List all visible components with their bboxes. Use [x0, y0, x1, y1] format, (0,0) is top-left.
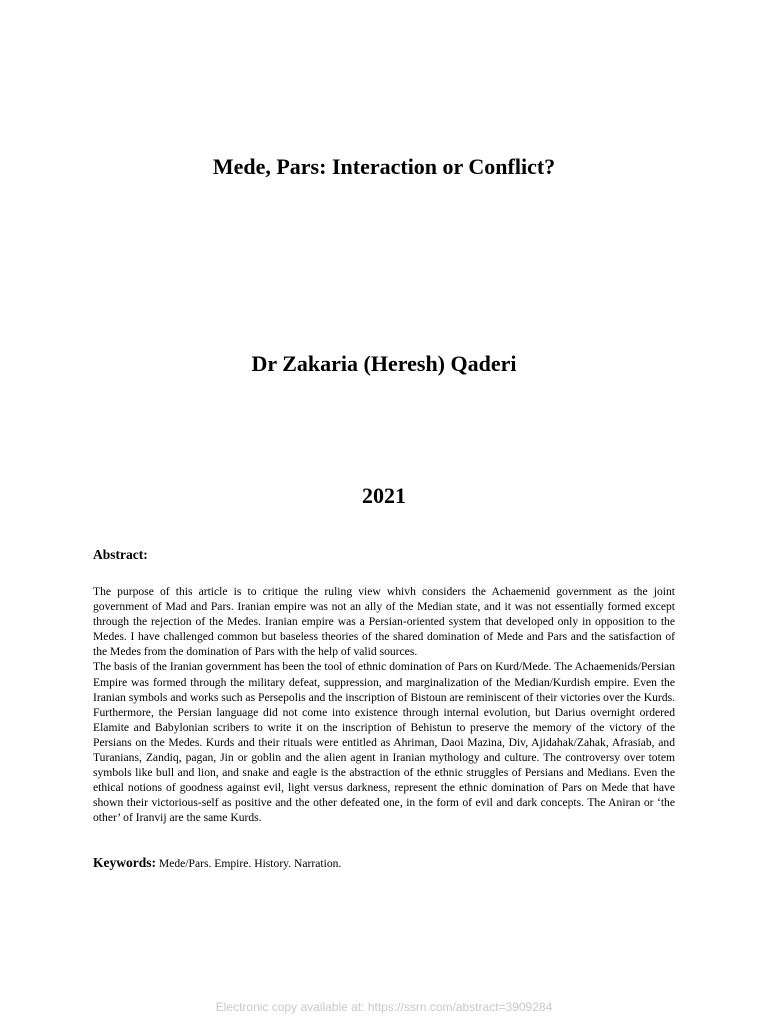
keywords-label: Keywords:: [93, 855, 156, 870]
keywords-text: Mede/Pars. Empire. History. Narration.: [156, 857, 342, 870]
paper-title: Mede, Pars: Interaction or Conflict?: [212, 154, 556, 179]
abstract-paragraph-2: The basis of the Iranian government has been the tool of ethnic domination of Pars on Kurd/Mede. The Achaemenids/Persian Empire was formed through the military defeat, suppression, and marginalization of the Median/Kurdish empire. Even the Iranian symbols and works such as Persepolis and the inscription of Bistoun are reminiscent of their victories over the Kurds. Furthermore, the Persian language did not come into existence through internal evolution, but Darius overnight ordered Elamite and Babylonian scribers to write it on the inscription of Behistun to preserve the memory of the victory of the Persians on the Medes. Kurds and their rituals were entitled as Ahriman, Daoi Mazina, Div, Ajidahak/Zahak, Afrasiab, and Turanians, Zandiq, pagan, Jin or goblin and the alien agent in Iranian mythology and culture. The controversy over totem symbols like bull and lion, and snake and eagle is the abstraction of the ethnic struggles of Persians and Medians. Even the ethical notions of goodness against evil, light versus darkness, represent the ethnic domination of Pars on Mede that have shown their victorious-self as positive and the other defeated one, in the form of evil and dark concepts. The Aniran or ‘the other’ of Iranvij are the same Kurds.: [93, 660, 675, 825]
publication-year: 2021: [362, 483, 406, 508]
abstract-heading: Abstract:: [93, 547, 148, 562]
abstract-paragraph-1: The purpose of this article is to critique the ruling view whivh considers the Achaemenid government as the joint government of Mad and Pars. Iranian empire was not an ally of the Median state, and it was not essentially formed except through the rejection of the Medes. Iranian empire was a Persian-oriented system that developed only in opposition to the Medes. I have challenged common but baseless theories of the shared domination of Mede and Pars and the satisfaction of the Medes from the domination of Pars with the help of valid sources.: [93, 585, 675, 659]
author-name: Dr Zakaria (Heresh) Qaderi: [251, 351, 517, 376]
abstract-body: [93, 584, 675, 826]
ssrn-footer-link[interactable]: Electronic copy available at: https://ssrn.com/abstract=3909284: [215, 1000, 553, 1014]
keywords: [93, 855, 341, 871]
